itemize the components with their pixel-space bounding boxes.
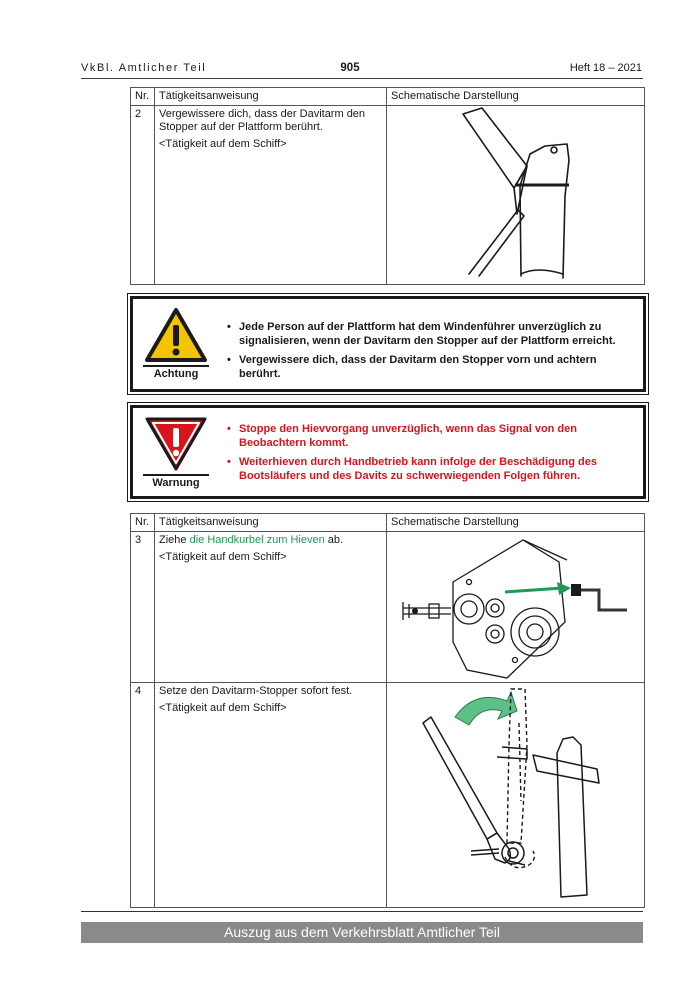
caution-item: • Vergewissere dich, dass der Davitarm den Stopper vorn und achtern berührt. [227, 354, 633, 381]
footer-rule [81, 911, 643, 912]
step-instruction [155, 106, 387, 285]
warning-label: Warnung [143, 474, 209, 489]
step-number: 4 [131, 683, 155, 908]
instruction-context: <Tätigkeit auf dem Schiff> [159, 138, 287, 150]
instruction-context: <Tätigkeit auf dem Schiff> [159, 551, 287, 563]
running-header-left: VkBl. Amtlicher Teil [81, 62, 207, 74]
caution-item: • Jede Person auf der Plattform hat dem Windenführer unverzüglich zu signalisieren, wenn der Davitarm den Stopper auf der Plattform erreicht. [227, 321, 633, 348]
header-rule [81, 78, 643, 79]
table-row [131, 532, 645, 683]
col-header-diagram: Schematische Darstellung [387, 88, 645, 106]
instruction-text: Setze den Davitarm-Stopper sofort fest. [159, 685, 353, 697]
col-header-nr: Nr. [131, 88, 155, 106]
schematic-cell [387, 683, 645, 908]
footer-banner: Auszug aus dem Verkehrsblatt Amtlicher Teil [81, 922, 643, 943]
table-row [131, 683, 645, 908]
issue-number: Heft 18 – 2021 [569, 62, 642, 74]
caution-label: Achtung [143, 365, 209, 380]
step-number: 2 [131, 106, 155, 285]
col-header-instruction: Tätigkeitsanweisung [155, 514, 387, 532]
table-header-row [131, 514, 645, 532]
schematic-cell [387, 106, 645, 285]
caution-triangle-icon [144, 307, 208, 363]
instruction-text [159, 534, 382, 547]
col-header-instruction: Tätigkeitsanweisung [155, 88, 387, 106]
col-header-diagram: Schematische Darstellung [387, 514, 645, 532]
step-number: 3 [131, 532, 155, 683]
hand-crank-link[interactable]: die Handkurbel zum Hieven [189, 534, 325, 546]
davit-stopper-diagram [387, 106, 643, 281]
schematic-cell [387, 532, 645, 683]
step-instruction [155, 683, 387, 908]
warning-sign [143, 416, 209, 489]
warning-list [227, 423, 633, 489]
col-header-nr: Nr. [131, 514, 155, 532]
warning-item: • Weiterhieven durch Handbetrieb kann infolge der Beschädigung des Bootsläufers und des Davits zu schwerwiegenden Folgen führen. [227, 456, 633, 483]
warning-box [130, 405, 646, 499]
caution-sign [143, 307, 209, 380]
instruction-text: Vergewissere dich, dass der Davitarm den Stopper auf der Plattform berührt. [159, 108, 366, 133]
warning-triangle-icon [144, 416, 208, 472]
instruction-table-1 [130, 87, 645, 285]
davit-stopper-fix-diagram [387, 683, 643, 904]
winch-hand-crank-diagram [387, 532, 643, 679]
instruction-table-2 [130, 513, 645, 908]
instruction-context: <Tätigkeit auf dem Schiff> [159, 702, 287, 714]
step-instruction [155, 532, 387, 683]
instruction-text-start: Ziehe [159, 534, 190, 546]
table-row [131, 106, 645, 285]
page-number: 905 [340, 62, 360, 74]
caution-box [130, 296, 646, 392]
instruction-text-end: ab. [324, 534, 344, 546]
table-header-row [131, 88, 645, 106]
caution-list [227, 321, 633, 387]
warning-item: • Stoppe den Hievvorgang unverzüglich, wenn das Signal von den Beobachtern kommt. [227, 423, 633, 450]
